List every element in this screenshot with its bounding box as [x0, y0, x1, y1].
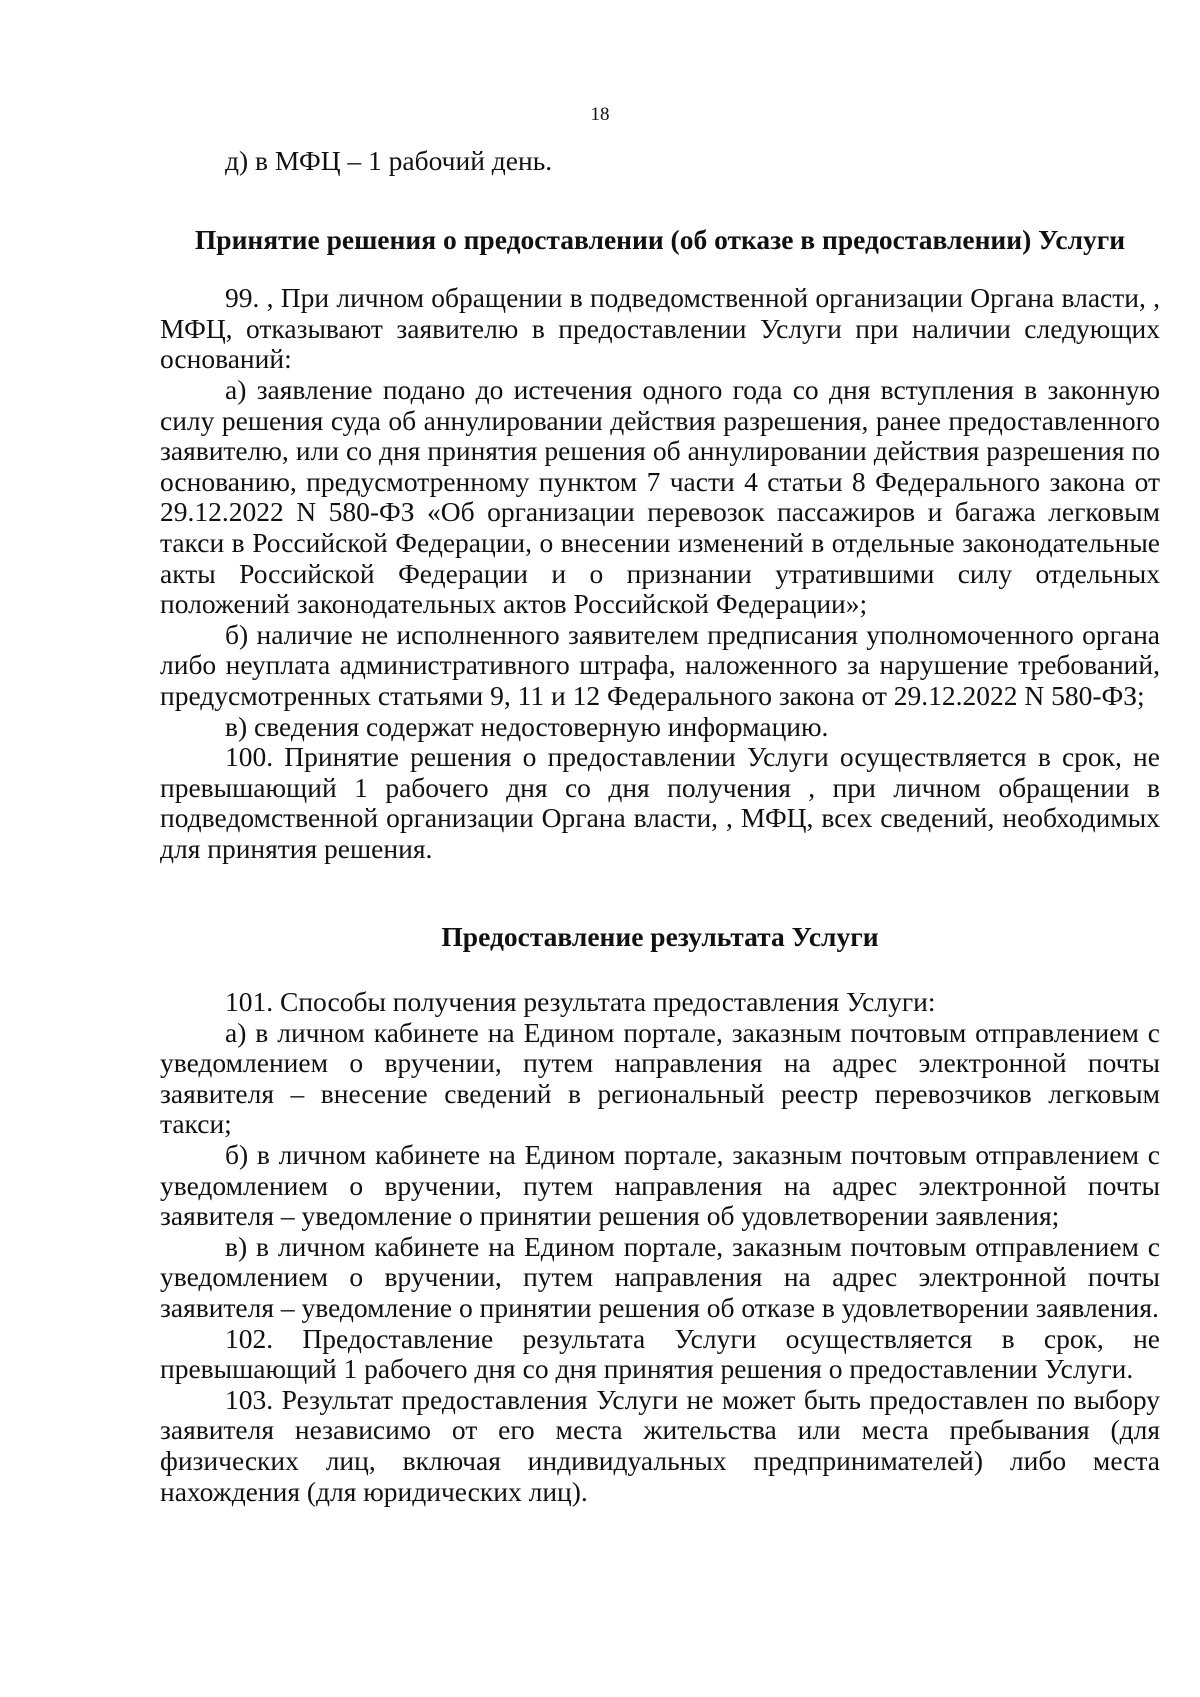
- paragraph-99: 99. , При личном обращении в подведомственной организации Органа власти, , МФЦ, отказывают заявителю в предоставлении Услуги при наличии следующих оснований:: [160, 282, 1160, 375]
- paragraph-102: 102. Предоставление результата Услуги осуществляется в срок, не превышающий 1 рабочего дня со дня принятия решения о предоставлении Услуги.: [160, 1322, 1160, 1385]
- section-heading-wrapper: [160, 922, 1160, 953]
- document-body: [160, 146, 1160, 1507]
- section-heading-result: Предоставление результата Услуги: [441, 921, 879, 953]
- section-heading-wrapper: [160, 225, 1160, 256]
- page-number: 18: [590, 104, 610, 125]
- paragraph-101a: а) в личном кабинете на Едином портале, заказным почтовым отправлением с уведомлением о вручении, путем направления на адрес электронной почты заявителя – внесение сведений в региональный реестр перевозчиков легковым такси;: [160, 1016, 1160, 1140]
- paragraph-99a: а) заявление подано до истечения одного года со дня вступления в законную силу решения суда об аннулировании действия разрешения, ранее предоставленного заявителю, или со дня принятия решения об аннулировании действия разрешения по основанию, предусмотренному пунктом 7 части 4 статьи 8 Федерального закона от 29.12.2022 N 580-ФЗ «Об организации перевозок пассажиров и багажа легковым такси в Российской Федерации, о внесении изменений в отдельные законодательные акты Российской Федерации и о признании утратившими силу отдельных положений законодательных актов Российской Федерации»;: [160, 373, 1160, 620]
- paragraph-99b: б) наличие не исполненного заявителем предписания уполномоченного органа либо неуплата административного штрафа, наложенного за нарушение требований, предусмотренных статьями 9, 11 и 12 Федерального закона от 29.12.2022 N 580-ФЗ;: [160, 618, 1160, 711]
- paragraph-101c: в) в личном кабинете на Едином портале, заказным почтовым отправлением с уведомлением о вручении, путем направления на адрес электронной почты заявителя – уведомление о принятии решения об отказе в удовлетворении заявления.: [160, 1230, 1160, 1323]
- paragraph-101: 101. Способы получения результата предоставления Услуги:: [225, 986, 936, 1018]
- paragraph-100: 100. Принятие решения о предоставлении Услуги осуществляется в срок, не превышающий 1 рабочего дня со дня получения , при личном обращении в подведомственной организации Органа власти, , МФЦ, всех сведений, необходимых для принятия решения.: [160, 741, 1160, 864]
- paragraph-103: 103. Результат предоставления Услуги не может быть предоставлен по выбору заявителя независимо от его места жительства или места пребывания (для физических лиц, включая индивидуальных предпринимателей) либо места нахождения (для юридических лиц).: [160, 1383, 1160, 1507]
- section-heading-decision: Принятие решения о предоставлении (об отказе в предоставлении) Услуги: [194, 223, 1126, 255]
- paragraph-d-mfc: д) в МФЦ – 1 рабочий день.: [225, 145, 553, 176]
- paragraph-101b: б) в личном кабинете на Едином портале, заказным почтовым отправлением с уведомлением о вручении, путем направления на адрес электронной почты заявителя – уведомление о принятии решения об удовлетворении заявления;: [160, 1139, 1160, 1232]
- paragraph-99c: в) сведения содержат недостоверную информацию.: [225, 710, 829, 742]
